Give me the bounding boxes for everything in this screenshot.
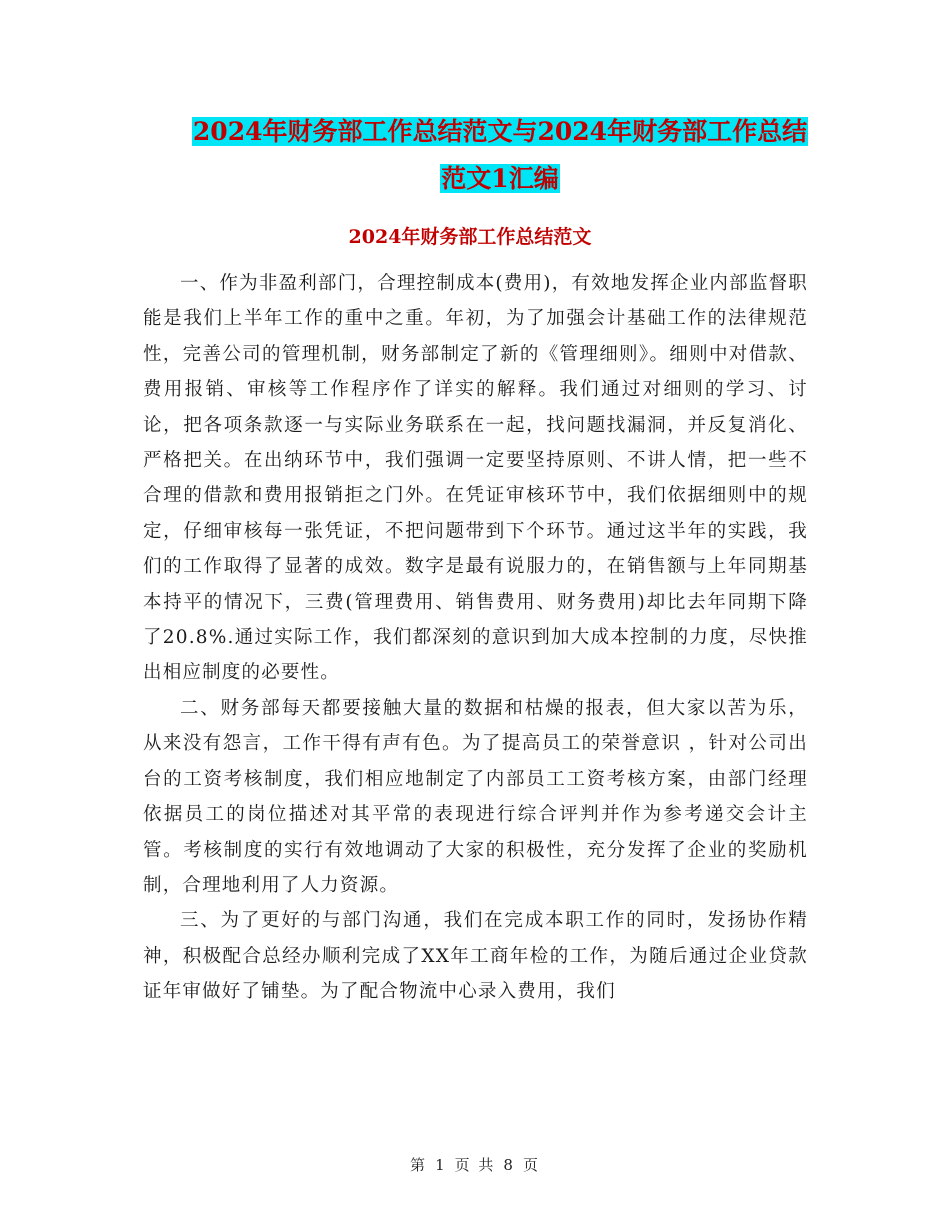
page-label-mid: 页 共 — [454, 1156, 496, 1174]
paragraph-1: 一、作为非盈利部门，合理控制成本(费用)，有效地发挥企业内部监督职能是我们上半年工作的重中之重。年初，为了加强会计基础工作的法律规范性，完善公司的管理机制，财务部制定了新的《管理细则》。细则中对借款、费用报销、审核等工作程序作了详实的解释。我们通过对细则的学习、讨论，把各项条款逐一与实际业务联系在一起，找问题找漏洞，并反复消化、严格把关。在出纳环节中，我们强调一定要坚持原则、不讲人情，把一些不合理的借款和费用报销拒之门外。在凭证审核环节中，我们依据细则中的规定，仔细审核每一张凭证，不把问题带到下个环节。通过这半年的实践，我们的工作取得了显著的成效。数字是最有说服力的，在销售额与上年同期基本持平的情况下，三费(管理费用、销售费用、财务费用)却比去年同期下降了20.8%.通过实际工作，我们都深刻的意识到加大成本控制的力度，尽快推出相应制度的必要性。 — [143, 273, 808, 684]
document-title-line2: 范文1汇编 — [441, 164, 559, 193]
paragraph-3: 三、为了更好的与部门沟通，我们在完成本职工作的同时，发扬协作精神，积极配合总经办顺利完成了XX年工商年检的工作，为随后通过企业贷款证年审做好了铺垫。为了配合物流中心录入费用，我们 — [143, 910, 808, 1003]
page-number: 1 — [435, 1156, 447, 1174]
section-title: 2024年财务部工作总结范文 — [348, 226, 592, 248]
page-footer — [0, 1154, 950, 1175]
document-title — [140, 108, 860, 202]
page-label-suffix: 页 — [522, 1156, 540, 1174]
document-body — [143, 266, 808, 1010]
document-title-line1: 2024年财务部工作总结范文与2024年财务部工作总结 — [192, 117, 808, 146]
page-total: 8 — [503, 1156, 515, 1174]
page-label-prefix: 第 — [410, 1156, 428, 1174]
paragraph-2: 二、财务部每天都要接触大量的数据和枯燥的报表，但大家以苦为乐，从来没有怨言，工作干得有声有色。为了提高员工的荣誉意识 ，针对公司出台的工资考核制度，我们相应地制定了内部员工工资考核方案，由部门经理依据员工的岗位描述对其平常的表现进行综合评判并作为参考递交会计主管。考核制度的实行有效地调动了大家的积极性，充分发挥了企业的奖励机制，合理地利用了人力资源。 — [143, 697, 808, 896]
